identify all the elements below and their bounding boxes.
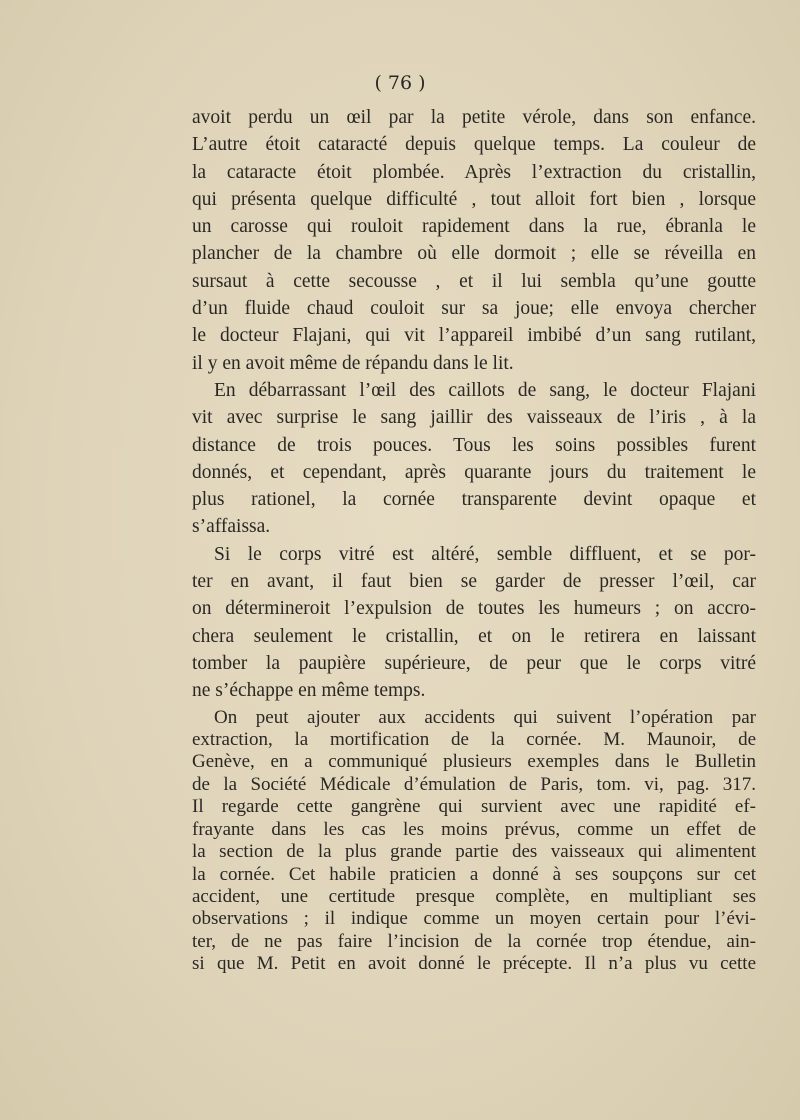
text-line: la cornée. Cet habile praticien a donné à ses soupçons sur cet xyxy=(192,863,756,885)
text-line: accident, une certitude presque complète, en multipliant ses xyxy=(192,886,756,908)
text-line: de la Société Médicale d’émulation de Paris, tom. vi, pag. 317. xyxy=(192,773,756,795)
text-line: Genève, en a communiqué plusieurs exemples dans le Bulletin xyxy=(192,751,756,773)
text-line: sursaut à cette secousse , et il lui sembla qu’une goutte xyxy=(192,270,756,292)
text-line: Si le corps vitré est altéré, semble diffluent, et se por- xyxy=(214,543,756,565)
text-line: L’autre étoit cataracté depuis quelque temps. La couleur de xyxy=(192,134,756,156)
text-line: distance de trois pouces. Tous les soins possibles furent xyxy=(192,434,756,456)
text-line: un carosse qui rouloit rapidement dans la rue, ébranla le xyxy=(192,216,756,238)
text-line: la cataracte étoit plombée. Après l’extraction du cristallin, xyxy=(192,161,756,183)
text-line: plancher de la chambre où elle dormoit ; elle se réveilla en xyxy=(192,243,756,265)
text-line: En débarrassant l’œil des caillots de sang, le docteur Flajani xyxy=(214,379,756,401)
text-line: On peut ajouter aux accidents qui suivent l’opération par xyxy=(214,706,756,728)
body-text xyxy=(192,104,756,976)
paragraph-2 xyxy=(192,377,756,541)
text-line: qui présenta quelque difficulté , tout alloit fort bien , lorsque xyxy=(192,188,756,210)
paragraph-1 xyxy=(192,104,756,377)
text-line: la section de la plus grande partie des vaisseaux qui alimentent xyxy=(192,841,756,863)
text-line: s’affaissa. xyxy=(192,516,271,538)
text-line: donnés, et cependant, après quarante jours du traitement le xyxy=(192,461,756,483)
text-line: frayante dans les cas les moins prévus, comme un effet de xyxy=(192,818,756,840)
text-line: vit avec surprise le sang jaillir des vaisseaux de l’iris , à la xyxy=(192,407,756,429)
text-line: d’un fluide chaud couloit sur sa joue; elle envoya chercher xyxy=(192,298,756,320)
text-line: chera seulement le cristallin, et on le retirera en laissant xyxy=(192,625,756,647)
text-line: avoit perdu un œil par la petite vérole, dans son enfance. xyxy=(192,107,756,128)
text-line: il y en avoit même de répandu dans le lit. xyxy=(192,352,514,374)
text-line: extraction, la mortification de la cornée. M. Maunoir, de xyxy=(192,728,756,750)
text-line: ne s’échappe en même temps. xyxy=(192,680,426,702)
text-line: ter, de ne pas faire l’incision de la cornée trop étendue, ain- xyxy=(192,930,756,952)
text-line: observations ; il indique comme un moyen certain pour l’évi- xyxy=(192,908,756,930)
text-line: plus rationel, la cornée transparente devint opaque et xyxy=(192,489,756,511)
page-number: ( 76 ) xyxy=(374,72,426,94)
text-line: Il regarde cette gangrène qui survient avec une rapidité ef- xyxy=(192,796,756,818)
paragraph-4 xyxy=(192,707,756,976)
text-line: si que M. Petit en avoit donné le précepte. Il n’a plus vu cette xyxy=(192,953,756,975)
text-line: ter en avant, il faut bien se garder de presser l’œil, car xyxy=(192,571,756,593)
paragraph-3 xyxy=(192,541,756,705)
text-line: on détermineroit l’expulsion de toutes les humeurs ; on accro- xyxy=(192,598,756,620)
text-line: tomber la paupière supérieure, de peur que le corps vitré xyxy=(192,652,756,674)
text-line: le docteur Flajani, qui vit l’appareil imbibé d’un sang rutilant, xyxy=(192,325,756,347)
